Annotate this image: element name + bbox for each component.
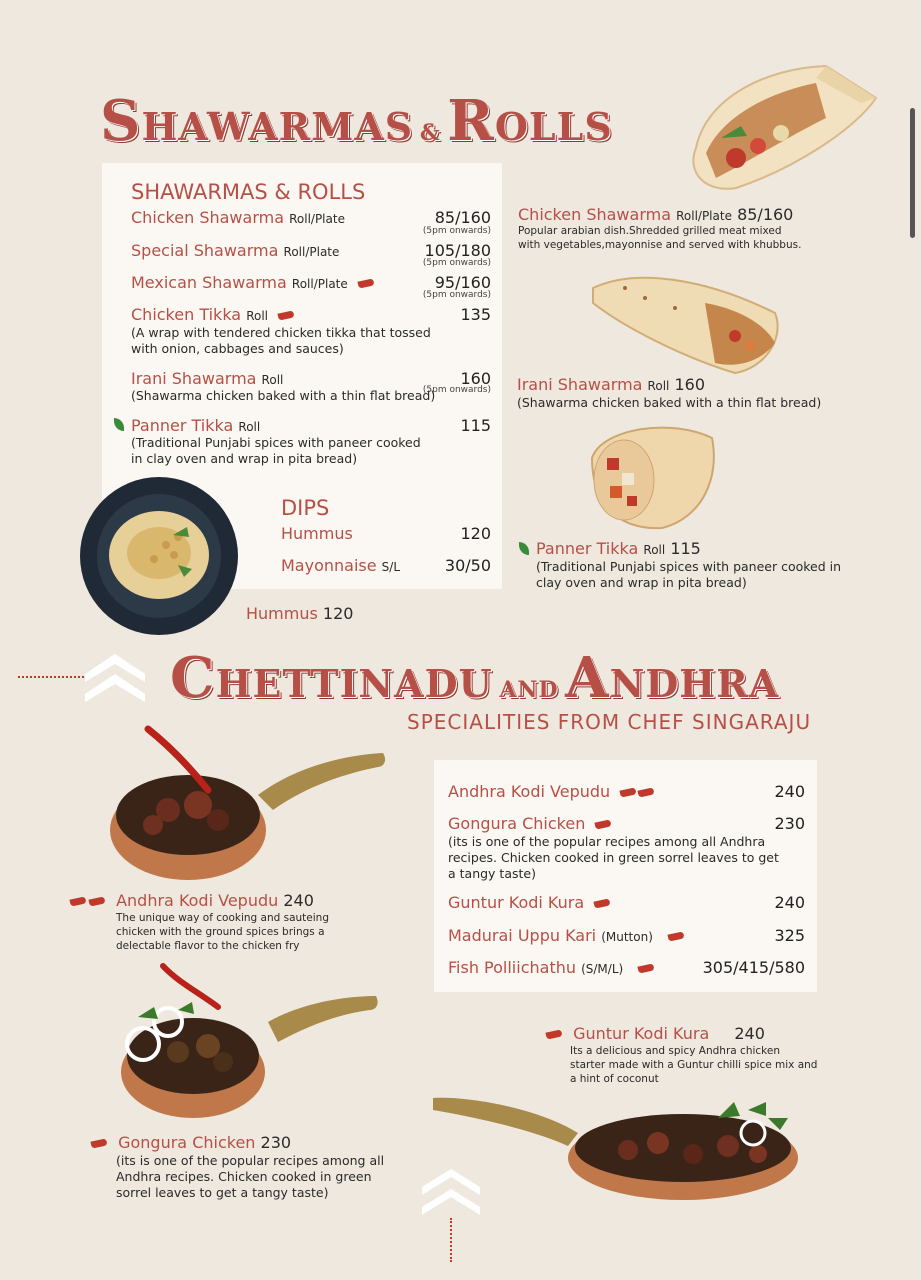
chili-icon <box>594 898 611 908</box>
item-variant: Roll/Plate <box>676 209 732 223</box>
item-name: Fish Polliichathu <box>448 958 576 977</box>
menu-item-chicken-shawarma <box>131 208 345 227</box>
item-price: 115 <box>460 416 491 435</box>
dip-hummus <box>281 524 353 543</box>
chili-icon <box>88 896 105 906</box>
menu-item-mexican-shawarma <box>131 273 374 292</box>
item-price: 115 <box>670 539 701 558</box>
chili-icon <box>620 787 637 797</box>
item-name: Madurai Uppu Kari <box>448 926 597 945</box>
item-description: (Traditional Punjabi spices with paneer cooked in clay oven and wrap in pita bread) <box>131 435 421 466</box>
item-note: (5pm onwards) <box>422 258 491 268</box>
item-price: 160 <box>674 375 705 394</box>
item-name: Chicken Shawarma <box>131 208 284 227</box>
item-variant: Roll <box>643 543 666 557</box>
menu-item-irani-shawarma <box>131 369 283 388</box>
chili-icon <box>638 787 655 797</box>
chevron-up-icon <box>422 1165 480 1215</box>
item-note: (5pm onwards) <box>422 290 491 300</box>
item-name: Andhra Kodi Vepudu <box>448 782 611 801</box>
hummus-image <box>78 475 240 637</box>
scrollbar[interactable] <box>910 108 915 238</box>
menu-item-guntur-kodi-kura <box>448 893 610 912</box>
item-name: Irani Shawarma <box>131 369 257 388</box>
item-name: Gongura Chicken <box>448 814 586 833</box>
item-name: Mexican Shawarma <box>131 273 287 292</box>
guntur-kodi-kura-image <box>428 1088 808 1208</box>
menu-item-fish-polliichathu <box>448 958 654 977</box>
item-description: (Shawarma chicken baked with a thin flat bread) <box>131 388 436 403</box>
dip-mayonnaise <box>281 556 400 575</box>
menu-item-panner-tikka <box>131 416 260 435</box>
item-note: (5pm onwards) <box>422 385 491 395</box>
item-price: 325 <box>774 926 805 945</box>
item-price: 240 <box>283 891 314 910</box>
panner-tikka-image <box>582 418 722 533</box>
menu-item-chicken-tikka <box>131 305 294 324</box>
andhra-kodi-vepudu-image <box>108 725 388 885</box>
item-variant: (S/M/L) <box>581 962 624 976</box>
divider-line <box>450 1218 452 1262</box>
feature-description-line: The unique way of cooking and sauteing <box>116 912 329 924</box>
chili-icon <box>90 1138 107 1148</box>
item-name: Hummus <box>246 604 318 623</box>
feature-irani-shawarma <box>517 375 705 394</box>
menu-item-special-shawarma <box>131 241 339 260</box>
feature-description-line: clay oven and wrap in pita bread) <box>536 575 747 590</box>
chili-icon <box>667 931 684 941</box>
menu-item-gongura-chicken <box>448 814 611 833</box>
chili-icon <box>357 278 374 288</box>
item-variant: Roll/Plate <box>283 245 340 259</box>
item-name: Guntur Kodi Kura <box>448 893 585 912</box>
item-variant: Roll <box>647 379 670 393</box>
item-price: 105/180 <box>424 241 491 260</box>
item-price: 30/50 <box>444 556 491 575</box>
item-price: 240 <box>774 782 805 801</box>
item-name: Gongura Chicken <box>118 1133 256 1152</box>
feature-description-line: a hint of coconut <box>570 1073 659 1085</box>
feature-description-line: (Shawarma chicken baked with a thin flat bread) <box>517 395 822 410</box>
item-name: Guntur Kodi Kura <box>573 1024 710 1043</box>
item-price: 160 <box>460 369 491 388</box>
chili-icon <box>638 963 655 973</box>
item-name: Hummus <box>281 524 353 543</box>
item-price: 120 <box>460 524 491 543</box>
chettinadu-section-title: CHETTINADU AND ANDHRA <box>170 645 780 711</box>
item-name: Irani Shawarma <box>517 375 643 394</box>
hummus-caption <box>246 604 353 623</box>
item-name: Andhra Kodi Vepudu <box>116 891 279 910</box>
item-name: Special Shawarma <box>131 241 279 260</box>
menu-item-madurai-uppu-kari <box>448 926 684 945</box>
feature-description-line: Andhra recipes. Chicken cooked in green <box>116 1169 372 1184</box>
feature-description-line: (Traditional Punjabi spices with paneer cooked in <box>536 559 842 574</box>
item-price: 240 <box>734 1024 765 1043</box>
feature-panner-tikka <box>536 539 701 558</box>
item-variant: (Mutton) <box>601 930 653 944</box>
item-name: Chicken Shawarma <box>518 205 671 224</box>
veg-leaf-icon <box>519 542 529 555</box>
feature-description-line: delectable flavor to the chicken fry <box>116 940 300 952</box>
menu-item-andhra-kodi-vepudu <box>448 782 654 801</box>
item-name: Chicken Tikka <box>131 305 242 324</box>
panel-title: SHAWARMAS & ROLLS <box>131 180 366 204</box>
chili-icon <box>69 896 86 906</box>
feature-description-line: chicken with the ground spices brings a <box>116 926 325 938</box>
dips-title: DIPS <box>281 496 330 520</box>
feature-description-line: Popular arabian dish.Shredded grilled meat mixed <box>518 225 782 237</box>
gongura-chicken-image <box>118 962 380 1122</box>
item-variant: Roll <box>261 373 284 387</box>
chili-icon <box>595 819 612 829</box>
item-price: 240 <box>774 893 805 912</box>
chili-icon <box>278 310 295 320</box>
item-price: 95/160 <box>434 273 491 292</box>
item-name: Panner Tikka <box>536 539 639 558</box>
item-price: 230 <box>260 1133 292 1152</box>
item-price: 305/415/580 <box>702 958 805 977</box>
item-variant: Roll <box>246 309 269 323</box>
feature-andhra-kodi-vepudu <box>70 891 314 910</box>
feature-description-line: starter made with a Guntur chilli spice mix and <box>570 1059 818 1071</box>
feature-chicken-shawarma <box>518 205 793 224</box>
item-note: (5pm onwards) <box>422 226 491 236</box>
item-description: (A wrap with tendered chicken tikka that tossed with onion, cabbages and sauces) <box>131 325 431 356</box>
irani-shawarma-image <box>585 258 790 383</box>
item-variant: Roll/Plate <box>291 277 348 291</box>
chevron-up-icon <box>85 650 145 702</box>
divider-line <box>18 676 88 678</box>
item-variant: Roll <box>238 420 261 434</box>
feature-description-line: with vegetables,mayonnise and served with khubbus. <box>518 239 802 251</box>
item-description: (its is one of the popular recipes among all Andhra recipes. Chicken cooked in green sorrel leaves to get a tangy taste) <box>448 834 779 881</box>
item-name: Panner Tikka <box>131 416 234 435</box>
item-variant: S/L <box>381 560 401 574</box>
feature-description-line: sorrel leaves to get a tangy taste) <box>116 1185 329 1200</box>
chicken-shawarma-image <box>676 58 886 198</box>
chili-icon <box>545 1029 562 1039</box>
feature-description-line: Its a delicious and spicy Andhra chicken <box>570 1045 780 1057</box>
feature-description-line: (its is one of the popular recipes among all <box>116 1153 385 1168</box>
chettinadu-subtitle: SPECIALITIES FROM CHEF SINGARAJU <box>407 710 812 734</box>
item-price: 230 <box>774 814 805 833</box>
item-price: 85/160 <box>737 205 794 224</box>
item-name: Mayonnaise <box>281 556 377 575</box>
shawarma-section-title: SHAWARMAS & ROLLS <box>100 88 613 154</box>
feature-guntur-kodi-kura <box>546 1024 765 1043</box>
item-variant: Roll/Plate <box>289 212 345 226</box>
feature-gongura-chicken <box>91 1133 291 1152</box>
item-price: 120 <box>322 604 354 623</box>
item-price: 135 <box>460 305 491 324</box>
item-price: 85/160 <box>434 208 491 227</box>
